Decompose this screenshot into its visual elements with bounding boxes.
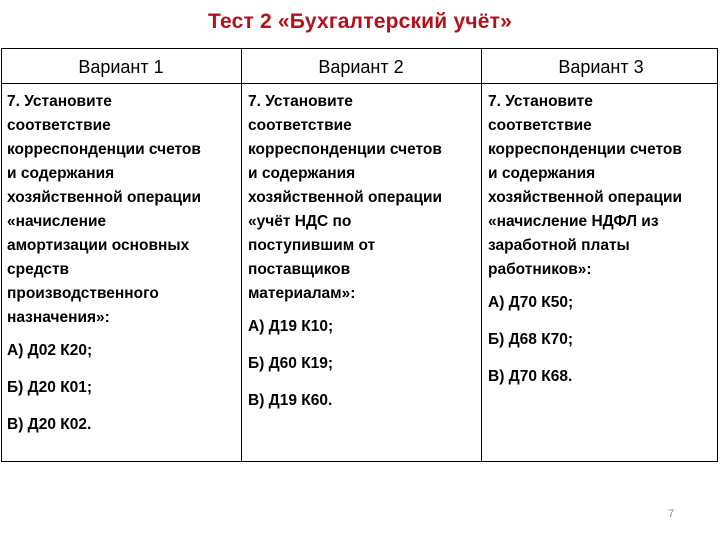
question-line: «начисление — [7, 213, 107, 230]
question-line: и содержания — [7, 165, 115, 182]
question-line: корреспонденции счетов — [7, 141, 201, 158]
question-line: и содержания — [488, 165, 596, 182]
answer-option-c: В) Д70 К68. — [488, 368, 573, 385]
question-line: «начисление НДФЛ из — [488, 213, 659, 230]
column-divider-1 — [241, 49, 242, 461]
answer-option-a: А) Д70 К50; — [488, 294, 574, 311]
question-line: 7. Установите — [7, 93, 112, 110]
variant-3-header: Вариант 3 — [558, 57, 644, 77]
answer-option-b: Б) Д60 К19; — [248, 355, 334, 372]
column-divider-2 — [481, 49, 482, 461]
variant-1-header: Вариант 1 — [78, 57, 164, 77]
question-line: поступившим от — [248, 237, 376, 254]
answer-option-c: В) Д19 К60. — [248, 392, 333, 409]
answer-option-b: Б) Д68 К70; — [488, 331, 574, 348]
question-line: хозяйственной операции — [248, 189, 443, 206]
question-line: и содержания — [248, 165, 356, 182]
question-line: поставщиков — [248, 261, 351, 278]
question-line: 7. Установите — [488, 93, 593, 110]
question-line: производственного — [7, 285, 159, 302]
question-line: корреспонденции счетов — [488, 141, 682, 158]
answer-option-a: А) Д19 К10; — [248, 318, 334, 335]
question-line: назначения»: — [7, 309, 110, 326]
answer-option-c: В) Д20 К02. — [7, 416, 92, 433]
question-line: «учёт НДС по — [248, 213, 352, 230]
answer-list — [248, 315, 480, 413]
page-number: 7 — [668, 508, 675, 520]
variant-2-cell — [248, 90, 480, 426]
variant-2-header: Вариант 2 — [318, 57, 404, 77]
question-line: соответствие — [7, 117, 111, 134]
answer-option-a: А) Д02 К20; — [7, 342, 93, 359]
question-line: соответствие — [248, 117, 352, 134]
header-divider — [2, 83, 717, 84]
slide-title: Тест 2 «Бухгалтерский учёт» — [208, 10, 512, 33]
answer-list — [488, 291, 720, 389]
question-line: работников»: — [488, 261, 592, 278]
variant-3-cell — [488, 90, 720, 402]
question-line: материалам»: — [248, 285, 356, 302]
question-line: соответствие — [488, 117, 592, 134]
question-line: средств — [7, 261, 70, 278]
question-line: амортизации основных — [7, 237, 190, 254]
question-line: хозяйственной операции — [7, 189, 202, 206]
question-line: заработной платы — [488, 237, 630, 254]
answer-option-b: Б) Д20 К01; — [7, 379, 93, 396]
variant-1-cell — [7, 90, 239, 450]
question-line: 7. Установите — [248, 93, 353, 110]
question-line: хозяйственной операции — [488, 189, 683, 206]
variants-table — [1, 48, 718, 462]
question-line: корреспонденции счетов — [248, 141, 442, 158]
answer-list — [7, 339, 239, 437]
